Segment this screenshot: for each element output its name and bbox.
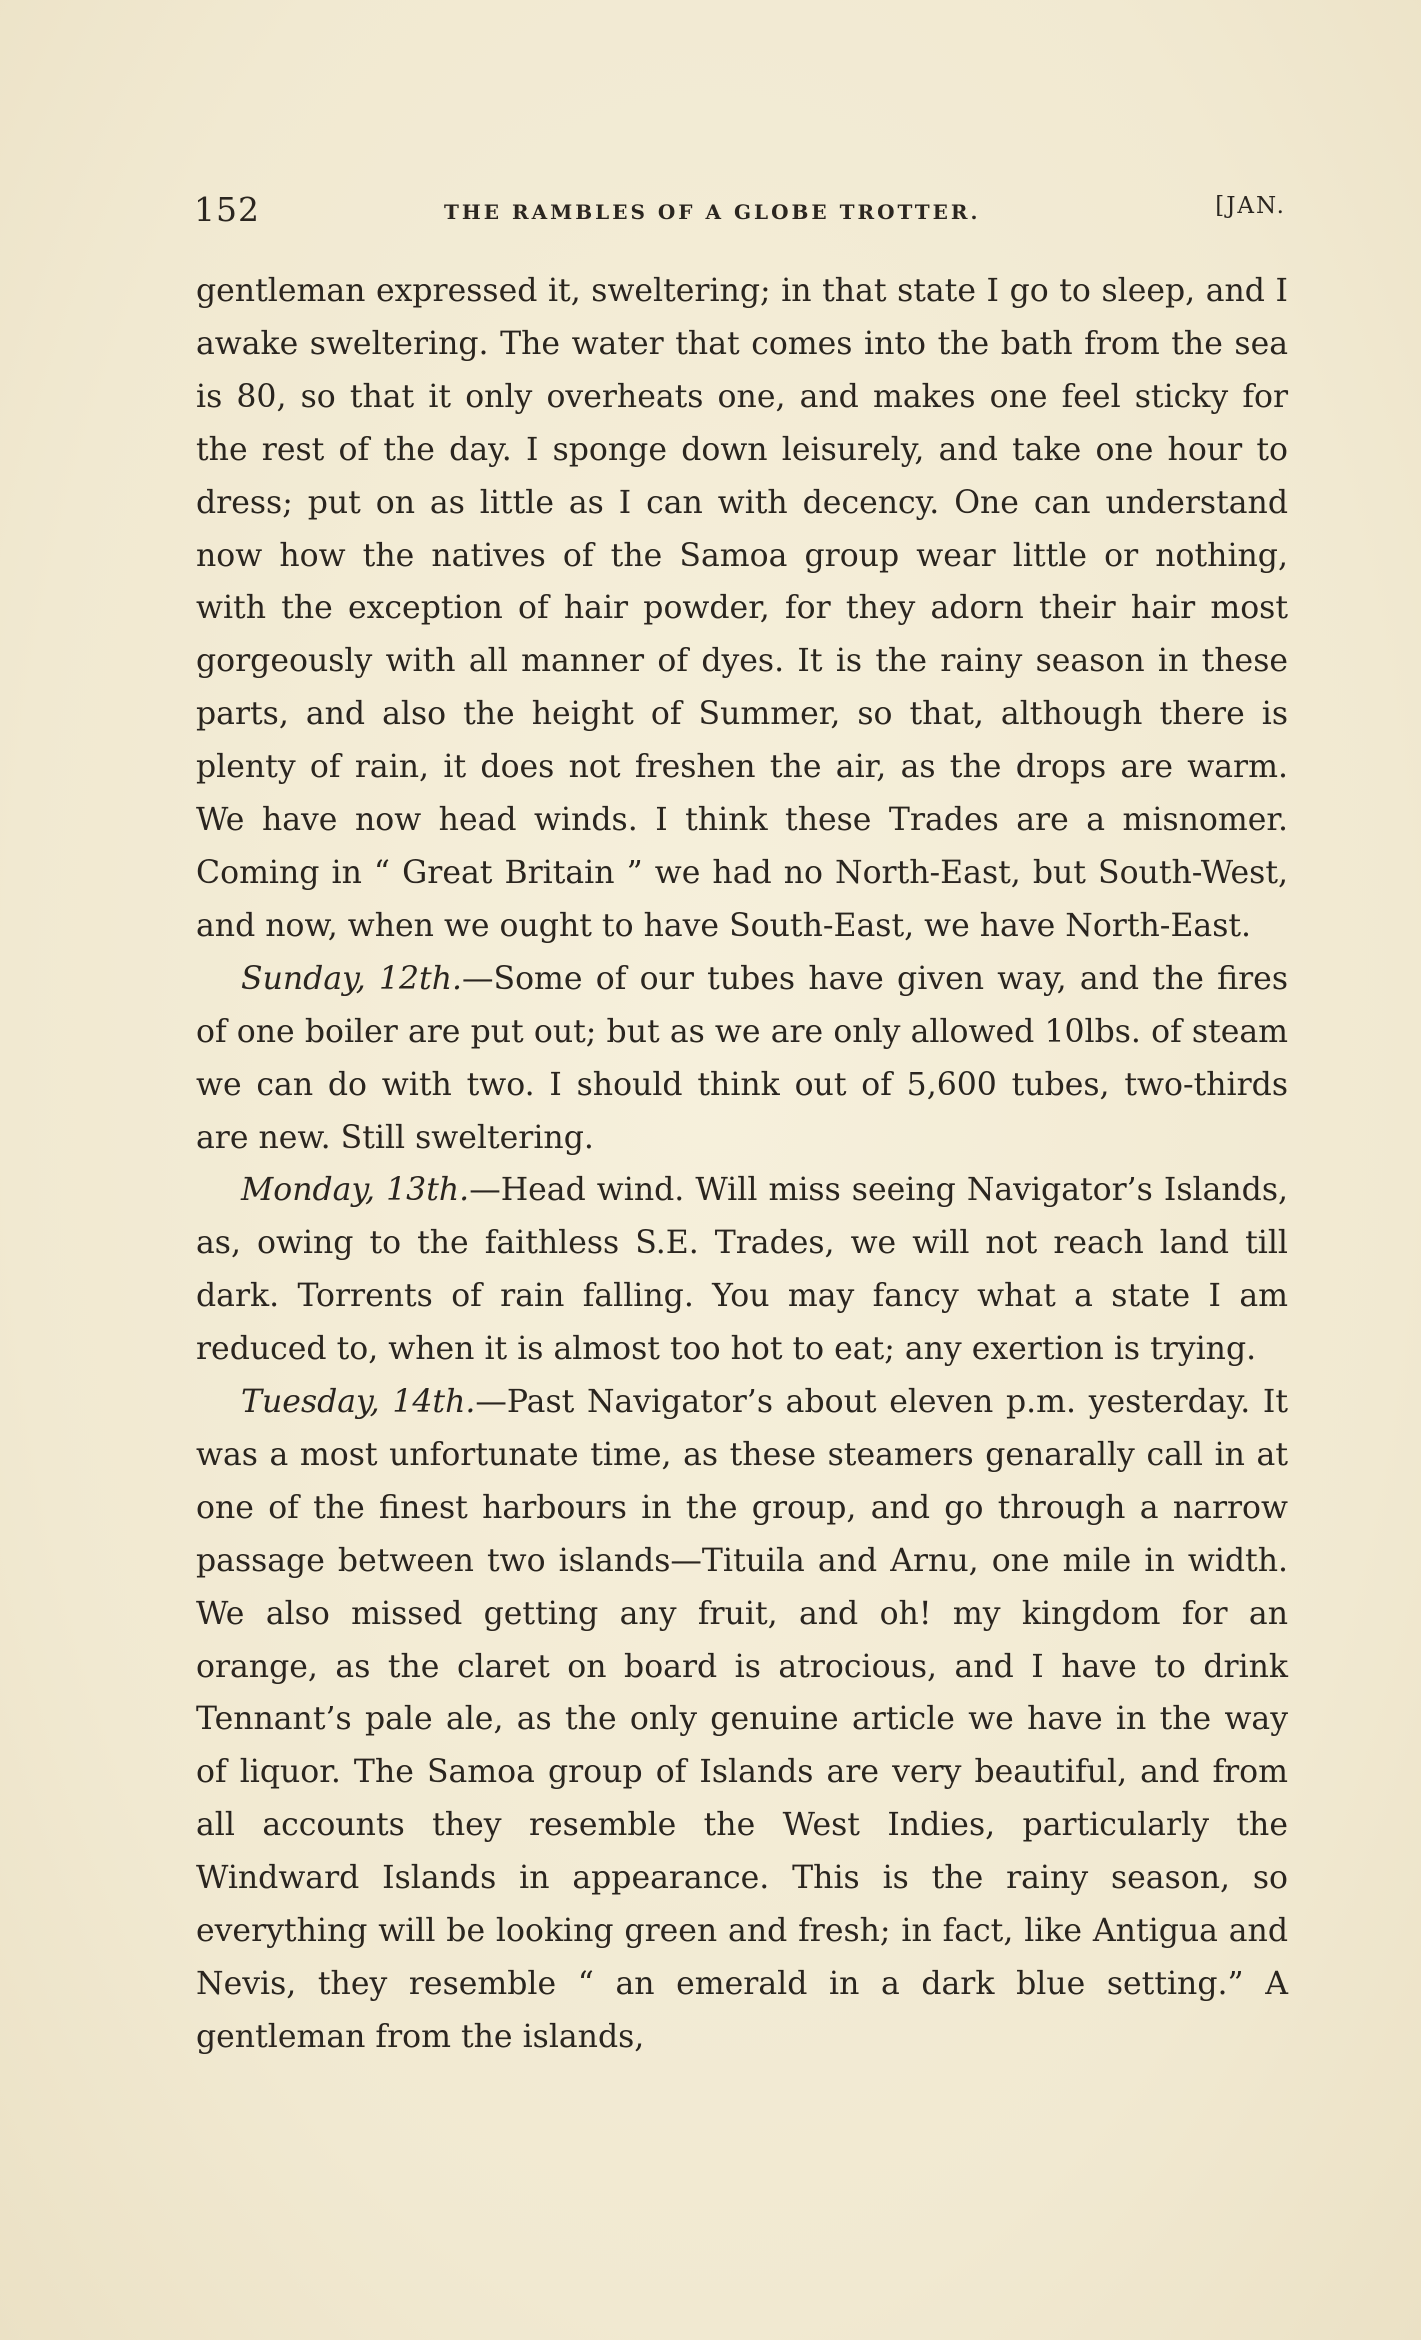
entry-dateline: Tuesday, 14th. <box>241 1384 476 1421</box>
entry-dateline: Monday, 13th. <box>241 1172 470 1209</box>
paragraph-text: gentleman expressed it, sweltering; in that state I go to sleep, and I awake sweltering. The water that comes into the bath from the sea is 80, so that it only overheats one, and makes one feel sticky for the rest of the day. I sponge down leisurely, and take one hour to dress; put on as little as I can with decency. One can understand now how the natives of the Samoa group wear little or nothing, with the exception of hair powder, for they adorn their hair most gorgeously with all manner of dyes. It is the rainy season in these parts, and also the height of Summer, so that, although there is plenty of rain, it does not freshen the air, as the drops are warm. We have now head winds. I think these Trades are a misnomer. Coming in “ Great Britain ” we had no North-East, but South-West, and now, when we ought to have South-East, we have North-East. <box>196 273 1288 944</box>
entry-text: —Some of our tubes have given way, and the fires of one boiler are put out; but as we are only allowed 10lbs. of steam we can do with two. I should think out of 5,600 tubes, two-thirds are new. Still sweltering. <box>196 960 1288 1156</box>
body-text <box>196 265 1288 2064</box>
diary-entry-tuesday <box>196 1376 1288 2064</box>
entry-text: —Past Navigator’s about eleven p.m. yesterday. It was a most unfortunate time, as these steamers genarally call in at one of the finest harbours in the group, and go through a narrow passage between two islands—Tituila and Arnu, one mile in width. We also missed getting any fruit, and oh! my kingdom for an orange, as the claret on board is atrocious, and I have to drink Tennant’s pale ale, as the only genuine article we have in the way of liquor. The Samoa group of Islands are very beautiful, and from all accounts they resemble the West Indies, particularly the Windward Islands in appearance. This is the rainy season, so everything will be looking green and fresh; in fact, like Antigua and Nevis, they resemble “ an emerald in a dark blue setting.” A gentleman from the islands, <box>196 1384 1289 2055</box>
page-header <box>194 190 1286 240</box>
header-month: [JAN. <box>1215 193 1286 219</box>
entry-dateline: Sunday, 12th. <box>241 960 462 997</box>
diary-entry-monday <box>196 1164 1288 1376</box>
diary-entry-sunday <box>196 953 1288 1165</box>
running-title: THE RAMBLES OF A GLOBE TROTTER. <box>444 200 981 224</box>
entry-text: —Head wind. Will miss seeing Navigator’s Islands, as, owing to the faithless S.E. Trades, we will not reach land till dark. Torrents of rain falling. You may fancy what a state I am reduced to, when it is almost too hot to eat; any exertion is trying. <box>196 1172 1288 1368</box>
page-number: 152 <box>194 190 260 229</box>
paragraph-continuation <box>196 265 1288 953</box>
